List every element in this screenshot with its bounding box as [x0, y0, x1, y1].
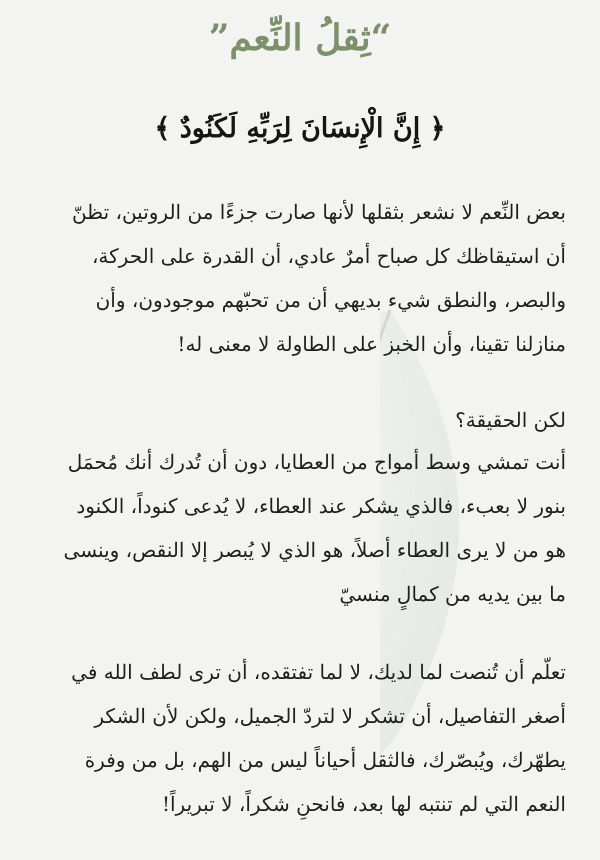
- quran-verse: ﴿ إِنَّ الْإِنسَانَ لِرَبِّهِ لَكَنُودٌ ﴾: [154, 113, 446, 144]
- paragraph-2-line: ما بين يديه من كمالٍ منسيّ: [339, 582, 566, 606]
- paragraph-2-line: هو من لا يرى العطاء أصلاً، هو الذي لا يُبصر إلا النقص، وينسى: [63, 538, 566, 562]
- page-title: “ثِقلُ النِّعم”: [208, 17, 392, 59]
- paragraph-3-line: يطهّرك، ويُبصّرك، فالثقل أحياناً ليس من الهم، بل من وفرة: [84, 748, 566, 772]
- paragraph-1-line: أن استيقاظك كل صباح أمرٌ عادي، أن القدرة على الحركة،: [91, 244, 566, 268]
- paragraph-1: [26, 190, 566, 366]
- paragraph-2: [26, 440, 566, 616]
- paragraph-3-line: تعلّم أن تُنصت لما لديك، لا لما تفتقده، أن ترى لطف الله في: [71, 660, 566, 684]
- paragraph-3: [26, 650, 566, 826]
- paragraph-1-line: والبصر، والنطق شيء بديهي أن من تحبّهم موجودون، وأن: [95, 288, 566, 312]
- question-line: لكن الحقيقة؟: [455, 408, 566, 432]
- paragraph-1-line: منازلنا تقينا، وأن الخبز على الطاولة لا معنى له!: [177, 332, 566, 356]
- paragraph-2-line: أنت تمشي وسط أمواج من العطايا، دون أن تُدرك أنك مُحمَل: [67, 450, 566, 474]
- paragraph-1-line: بعض النِّعم لا نشعر بثقلها لأنها صارت جزءًا من الروتين، تظنّ: [71, 200, 566, 224]
- paragraph-3-line: النعم التي لم تنتبه لها بعد، فانحنِ شكراً، لا تبريراً!: [161, 792, 566, 816]
- paragraph-2-line: بنور لا بعبء، فالذي يشكر عند العطاء، لا يُدعى كنوداً، الكنود: [76, 494, 566, 518]
- paragraph-3-line: أصغر التفاصيل، أن تشكر لا لتردّ الجميل، ولكن لأن الشكر: [94, 704, 566, 728]
